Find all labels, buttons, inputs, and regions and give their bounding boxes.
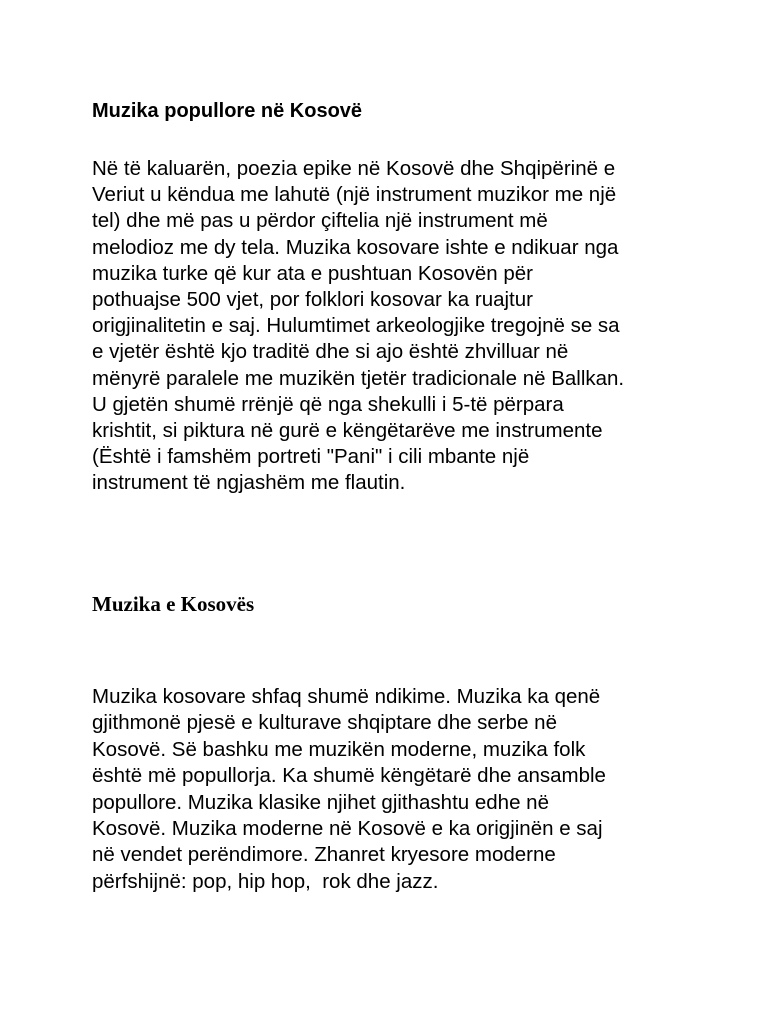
paragraph-line: mënyrë paralele me muzikën tjetër tradicionale në Ballkan. bbox=[92, 366, 625, 390]
paragraph-popular-music bbox=[92, 156, 702, 497]
paragraph-line: gjithmonë pjesë e kulturave shqiptare dhe serbe në bbox=[92, 711, 557, 735]
paragraph-line: e vjetër është kjo traditë dhe si ajo është zhvilluar në bbox=[92, 340, 569, 364]
paragraph-line: origjinalitetin e saj. Hulumtimet arkeologjike tregojnë se sa bbox=[92, 314, 620, 338]
paragraph-line: Kosovë. Së bashku me muzikën moderne, muzika folk bbox=[92, 737, 586, 761]
paragraph-line: melodioz me dy tela. Muzika kosovare ishte e ndikuar nga bbox=[92, 235, 619, 259]
paragraph-line: pothuajse 500 vjet, por folklori kosovar ka ruajtur bbox=[92, 288, 533, 312]
paragraph-line: instrument të ngjashëm me flautin. bbox=[92, 471, 406, 495]
section-heading-popular-music: Muzika popullore në Kosovë bbox=[92, 100, 363, 122]
paragraph-line: është më popullorja. Ka shumë këngëtarë dhe ansamble bbox=[92, 764, 606, 788]
paragraph-line: Veriut u këndua me lahutë (një instrument muzikor me një bbox=[92, 183, 617, 207]
paragraph-line: (Është i famshëm portreti "Pani" i cili mbante një bbox=[92, 445, 530, 469]
paragraph-kosovo-music bbox=[92, 684, 702, 895]
paragraph-line: muzika turke që kur ata e pushtuan Kosovën për bbox=[92, 261, 534, 285]
paragraph-line: Kosovë. Muzika moderne në Kosovë e ka origjinën e saj bbox=[92, 817, 603, 841]
paragraph-line: në vendet perëndimore. Zhanret kryesore moderne bbox=[92, 843, 556, 867]
paragraph-line: tel) dhe më pas u përdor çiftelia një instrument më bbox=[92, 209, 548, 233]
paragraph-line: Në të kaluarën, poezia epike në Kosovë dhe Shqipërinë e bbox=[92, 157, 616, 180]
paragraph-line: përfshijnë: pop, hip hop, rok dhe jazz. bbox=[92, 869, 439, 893]
paragraph-line: Muzika kosovare shfaq shumë ndikime. Muzika ka qenë bbox=[92, 685, 601, 708]
paragraph-line: U gjetën shumë rrënjë që nga shekulli i 5-të përpara bbox=[92, 392, 564, 416]
section-heading-kosovo-music: Muzika e Kosovës bbox=[92, 592, 255, 616]
paragraph-line: popullore. Muzika klasike njihet gjithashtu edhe në bbox=[92, 790, 549, 814]
paragraph-line: krishtit, si piktura në gurë e këngëtarëve me instrumente bbox=[92, 419, 603, 443]
